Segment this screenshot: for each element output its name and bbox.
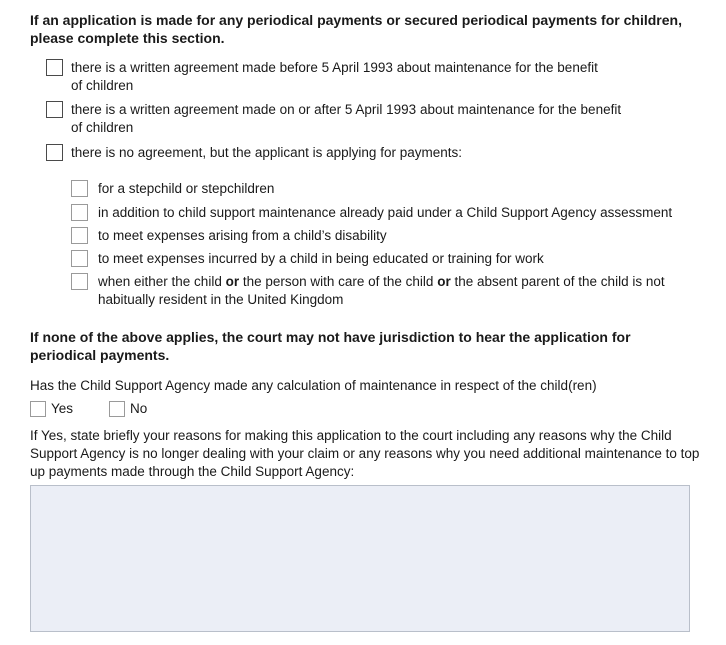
yes-checkbox[interactable] [30,401,46,417]
option-label: there is a written agreement made on or after 5 April 1993 about maintenance for the benefit of children [71,102,622,135]
sub-option-not-resident[interactable] [71,273,665,309]
not-resident-checkbox[interactable] [71,273,88,290]
yes-label: Yes [51,401,74,416]
jurisdiction-note: If none of the above applies, the court may not have jurisdiction to hear the application for periodical payments. [30,329,631,363]
reasons-textarea[interactable] [30,485,690,632]
no-label: No [130,401,148,416]
agreement-after-1993-checkbox[interactable] [46,101,63,118]
option-agreement-before-1993[interactable] [46,59,598,95]
option-no-agreement[interactable] [46,144,462,162]
sub-option-stepchild[interactable] [71,180,274,198]
sub-option-label: to meet expenses incurred by a child in being educated or training for work [98,251,544,266]
sub-option-label: when either the child or the person with care of the child or the absent parent of the child is not habitually resident in the United Kingdom [98,274,665,307]
reasons-prompt: If Yes, state briefly your reasons for making this application to the court including any reasons why the Child Support Agency is no longer dealing with your claim or any reasons why you need additional maintenance to top up payments made through the Child Support Agency: [30,428,700,479]
no-option[interactable] [109,400,147,418]
sub-option-disability[interactable] [71,227,387,245]
section-heading: If an application is made for any periodical payments or secured periodical payments for children, please complete this section. [30,12,682,46]
agreement-before-1993-checkbox[interactable] [46,59,63,76]
disability-checkbox[interactable] [71,227,88,244]
sub-option-label: for a stepchild or stepchildren [98,181,275,196]
csa-question: Has the Child Support Agency made any calculation of maintenance in respect of the child(ren) [30,378,597,393]
option-agreement-after-1993[interactable] [46,101,621,137]
no-checkbox[interactable] [109,401,125,417]
stepchild-checkbox[interactable] [71,180,88,197]
sub-option-in-addition-csa[interactable] [71,204,672,222]
sub-option-label: in addition to child support maintenance already paid under a Child Support Agency assessment [98,205,673,220]
education-checkbox[interactable] [71,250,88,267]
in-addition-csa-checkbox[interactable] [71,204,88,221]
sub-option-label: to meet expenses arising from a child’s disability [98,228,387,243]
no-agreement-checkbox[interactable] [46,144,63,161]
sub-option-education[interactable] [71,250,544,268]
option-label: there is a written agreement made before 5 April 1993 about maintenance for the benefit of children [71,60,598,93]
yes-option[interactable] [30,400,73,418]
option-label: there is no agreement, but the applicant is applying for payments: [71,145,462,160]
